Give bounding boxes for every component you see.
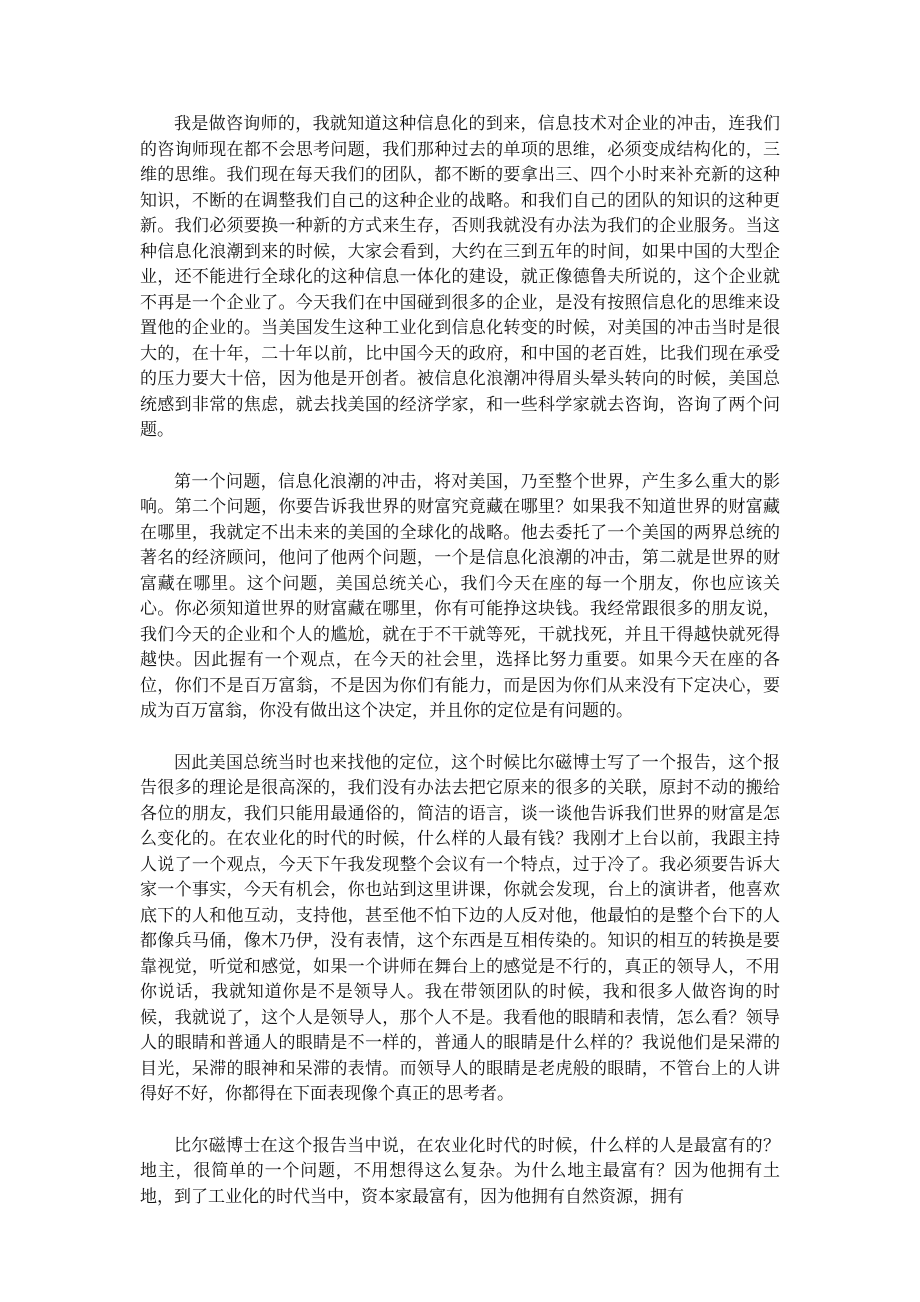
document-body: [140, 112, 780, 1236]
paragraph-2: 第一个问题，信息化浪潮的冲击，将对美国，乃至整个世界，产生多么重大的影响。第二个问题，你要告诉我世界的财富究竟藏在哪里？如果我不知道世界的财富藏在哪里，我就定不出未来的美国的全球化的战略。他去委托了一个美国的两界总统的著名的经济顾问，他问了他两个问题，一个是信息化浪潮的冲击，第二就是世界的财富藏在哪里。这个问题，美国总统关心，我们今天在座的每一个朋友，你也应该关心。你必须知道世界的财富藏在哪里，你有可能挣这块钱。我经常跟很多的朋友说，我们今天的企业和个人的尴尬，就在于不干就等死，干就找死，并且干得越快就死得越快。因此握有一个观点，在今天的社会里，选择比努力重要。如果今天在座的各位，你们不是百万富翁，不是因为你们有能力，而是因为你们从来没有下定决心，要成为百万富翁，你没有做出这个决定，并且你的定位是有问题的。: [140, 471, 780, 721]
paragraph-1: 我是做咨询师的，我就知道这种信息化的到来，信息技术对企业的冲击，连我们的咨询师现在都不会思考问题，我们那种过去的单项的思维，必须变成结构化的，三维的思维。我们现在每天我们的团队，都不断的要拿出三、四个小时来补充新的这种知识，不断的在调整我们自己的这种企业的战略。和我们自己的团队的知识的这种更新。我们必须要换一种新的方式来生存，否则我就没有办法为我们的企业服务。当这种信息化浪潮到来的时候，大家会看到，大约在三到五年的时间，如果中国的大型企业，还不能进行全球化的这种信息一体化的建设，就正像德鲁夫所说的，这个企业就不再是一个企业了。今天我们在中国碰到很多的企业，是没有按照信息化的思维来设置他的企业的。当美国发生这种工业化到信息化转变的时候，对美国的冲击当时是很大的，在十年，二十年以前，比中国今天的政府，和中国的老百姓，比我们现在承受的压力要大十倍，因为他是开创者。被信息化浪潮冲得眉头晕头转向的时候，美国总统感到非常的焦虑，就去找美国的经济学家，和一些科学家就去咨询，咨询了两个问题。: [140, 114, 780, 440]
paragraph-3: 因此美国总统当时也来找他的定位，这个时候比尔磁博士写了一个报告，这个报告很多的理论是很高深的，我们没有办法去把它原来的很多的关联，原封不动的搬给各位的朋友，我们只能用最通俗的，简洁的语言，谈一谈他告诉我们世界的财富是怎么变化的。在农业化的时代的时候，什么样的人最有钱？我刚才上台以前，我跟主持人说了一个观点，今天下午我发现整个会议有一个特点，过于冷了。我必须要告诉大家一个事实，今天有机会，你也站到这里讲课，你就会发现，台上的演讲者，他喜欢底下的人和他互动，支持他，甚至他不怕下边的人反对他，他最怕的是整个台下的人都像兵马俑，像木乃伊，没有表情，这个东西是互相传染的。知识的相互的转换是要靠视觉，听觉和感觉，如果一个讲师在舞台上的感觉是不行的，真正的领导人，不用你说话，我就知道你是不是领导人。我在带领团队的时候，我和很多人做咨询的时候，我就说了，这个人是领导人，那个人不是。我看他的眼睛和表情，怎么看？领导人的眼睛和普通人的眼睛是不一样的，普通人的眼睛是什么样的？我说他们是呆滞的目光，呆滞的眼神和呆滞的表情。而领导人的眼睛是老虎般的眼睛，不管台上的人讲得好不好，你都得在下面表现像个真正的思考者。: [140, 752, 780, 1104]
paragraph-4: 比尔磁博士在这个报告当中说，在农业化时代的时候，什么样的人是最富有的？地主，很简单的一个问题，不用想得这么复杂。为什么地主最富有？因为他拥有土地，到了工业化的时代当中，资本家最富有，因为他拥有自然资源，拥有: [140, 1135, 780, 1207]
